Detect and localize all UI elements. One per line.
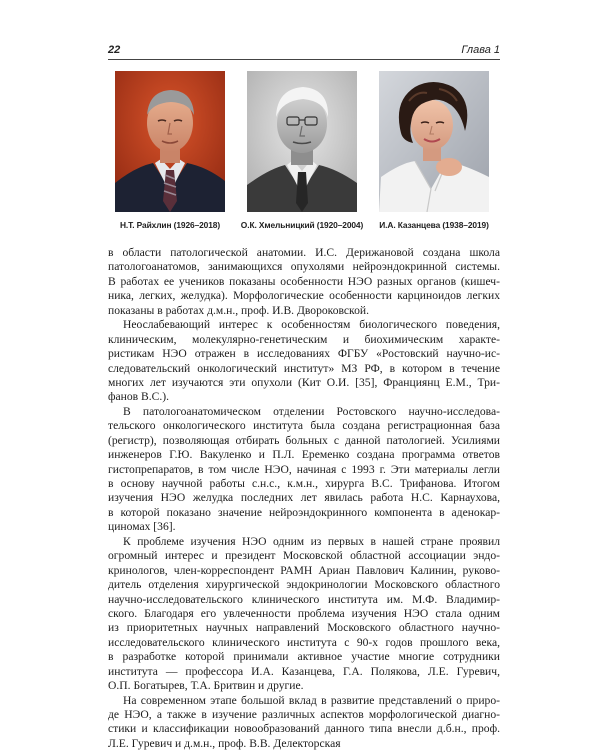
text-line: На современном этапе большой вклад в развитие представлений о приро- xyxy=(123,693,500,707)
text-line: стики и классификации новообразований данного типа внесли д.б.н., проф. xyxy=(108,722,500,736)
paragraph xyxy=(108,318,500,405)
text-line: огромный интерес и президент Московской областной ассоциации эндо- xyxy=(108,549,500,563)
text-line: дитель отделения хирургической эндокринологии Московского областного xyxy=(108,578,500,592)
text-line: из приоритетных научных направлений Московского областного научно- xyxy=(108,621,500,635)
portrait-caption: Н.Т. Райхлин (1926–2018) xyxy=(119,220,221,230)
text-line: В работах ее учеников показаны особенности НЭО разных органов (кишеч- xyxy=(108,274,500,288)
text-line: многих лет изучаются эти опухоли (Кит О.И. [35], Франциянц Е.М., Три- xyxy=(108,375,500,389)
text-line: кринологов, член-корреспондент РАМН Ариан Павлович Калинин, руково- xyxy=(108,563,500,577)
text-line: изучения НЭО желудка последних лет явилась работа Н.С. Карнаухова, xyxy=(108,491,500,505)
text-line: в разработке которой принимали активное участие многие сотрудники xyxy=(108,650,500,664)
text-line: де НЭО, а также в изучение различных аспектов морфологической диагно- xyxy=(108,708,500,721)
text-line: ристикам НЭО отражен в исследованиях ФГБУ «Ростовский научно-ис- xyxy=(108,347,500,361)
portrait-photo-kazantseva xyxy=(379,71,489,212)
text-line: патологоанатомов, занимающихся опухолями нейроэндокринной системы. xyxy=(108,260,500,274)
text-line: фанов В.С.). xyxy=(108,390,170,404)
text-line: исследовательского клинического института с 90-х годов прошлого века, xyxy=(108,635,500,649)
text-line: научно-исследовательского клинического института им. М.Ф. Владимир- xyxy=(108,592,500,606)
text-line: в области патологической анатомии. И.С. Дерижановой создана школа xyxy=(108,246,500,259)
text-line: тельского онкологического института была создана регистрационная база xyxy=(108,419,500,433)
text-line: (регистр), позволяющая отбирать больных с данной патологией. Усилиями xyxy=(108,433,500,447)
text-line: института — профессора И.А. Казанцева, Г.А. Полякова, Л.Е. Гуревич, xyxy=(108,664,500,678)
text-line: ника, легких, желудка). Морфологические особенности карциноидов легких xyxy=(108,289,500,303)
text-line: в которой показано значение нейроэндокринного компонента в аденокар- xyxy=(108,505,500,519)
portrait-caption: О.К. Хмельницкий (1920–2004) xyxy=(240,220,364,230)
text-line: Неослабевающий интерес к особенностям биологического поведения, xyxy=(123,318,500,332)
text-line: В патологоанатомическом отделении Ростовского научно-исследова- xyxy=(123,404,500,418)
paragraph xyxy=(108,246,500,318)
portrait-photo-man-color-icon xyxy=(115,71,225,212)
paragraph xyxy=(108,694,500,751)
body-text xyxy=(108,246,500,751)
portrait-caption: И.А. Казанцева (1938–2019) xyxy=(379,220,489,230)
text-line: циномах [36]. xyxy=(108,520,176,534)
text-line: Л.Е. Гуревич и д.м.н., проф. В.В. Делекторская xyxy=(108,736,341,750)
text-line: клиническим, молекулярно-генетическим и биохимическим характе- xyxy=(108,332,500,346)
paragraph xyxy=(108,405,500,535)
text-line: следовательский онкологический институт» МЗ РФ, в котором в течение xyxy=(108,361,500,375)
text-line: гистопрепаратов, в том числе НЭО, начиная с 1993 г. Эти материалы легли xyxy=(108,462,500,476)
portrait-photo-man-bw-icon xyxy=(247,71,357,212)
portrait-photo-khmelnitsky xyxy=(247,71,357,212)
portrait-photo-woman-color-icon xyxy=(379,71,489,212)
text-line: О.П. Богатырев, Т.А. Бритвин и другие. xyxy=(108,679,304,693)
page-number: 22 xyxy=(108,44,121,56)
text-line: в основу научной работы с.н.с., к.м.н., хирурга В.С. Трифанова. Итогом xyxy=(108,477,500,490)
text-line: инженеров Г.Ю. Вакуленко и П.Л. Еременко создана программа ответов xyxy=(108,448,500,462)
header-divider xyxy=(108,59,500,60)
text-line: К проблеме изучения НЭО одним из первых в нашей стране проявил xyxy=(123,534,500,548)
chapter-title: Глава 1 xyxy=(461,44,500,56)
paragraph xyxy=(108,535,500,694)
text-line: ского. Благодаря его увлеченности проблема изучения НЭО стала одним xyxy=(108,606,500,620)
running-head xyxy=(108,44,500,60)
text-line: показаны в работах д.м.н., проф. И.В. Двороковской. xyxy=(108,303,370,317)
portrait-photo-raikhlin xyxy=(115,71,225,212)
